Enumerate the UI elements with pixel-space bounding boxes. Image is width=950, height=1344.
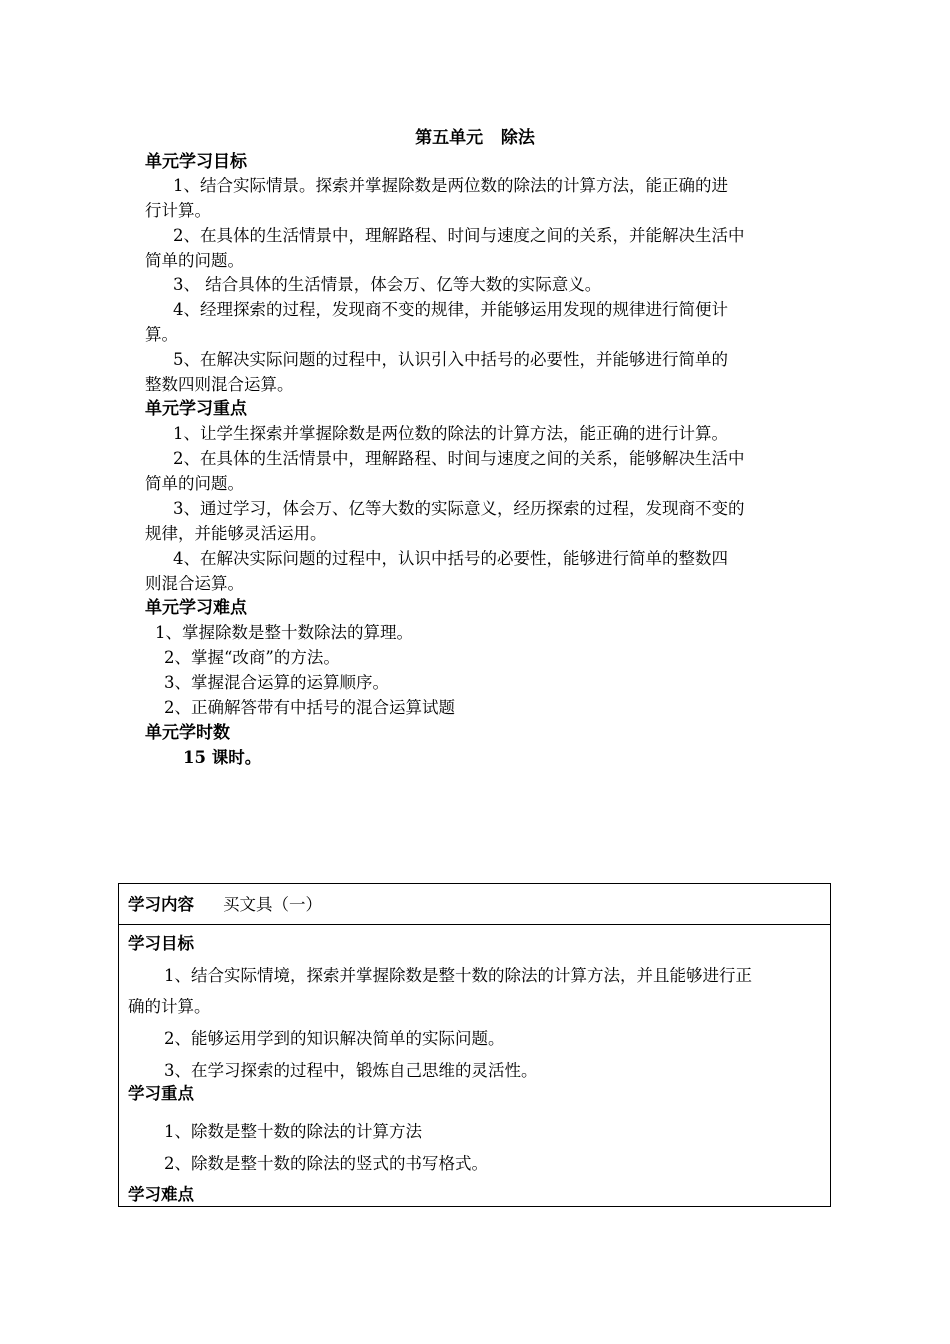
unit-key-points-heading: 单元学习重点 xyxy=(145,399,247,419)
unit-key-point-line: 简单的问题。 xyxy=(145,474,244,493)
unit-goal-line: 4、经理探索的过程，发现商不变的规律，并能够运用发现的规律进行简便计 xyxy=(173,300,728,319)
unit-hours-value: 15 课时。 xyxy=(183,748,262,767)
unit-goal-line: 算。 xyxy=(145,325,178,344)
lesson-key-line: 1、除数是整十数的除法的计算方法 xyxy=(164,1122,422,1141)
unit-difficulty-line: 3、掌握混合运算的运算顺序。 xyxy=(164,673,389,692)
lesson-goal-line: 1、结合实际情境，探索并掌握除数是整十数的除法的计算方法，并且能够进行正 xyxy=(164,966,752,985)
unit-difficulty-line: 2、掌握“改商”的方法。 xyxy=(164,648,340,667)
unit-goals-heading: 单元学习目标 xyxy=(145,152,247,172)
unit-goal-line: 3、 结合具体的生活情景，体会万、亿等大数的实际意义。 xyxy=(173,275,602,294)
lesson-goal-line: 确的计算。 xyxy=(128,997,211,1016)
lesson-difficulty-heading: 学习难点 xyxy=(128,1185,194,1204)
unit-goal-line: 简单的问题。 xyxy=(145,251,244,270)
lesson-goal-line: 3、在学习探索的过程中，锻炼自己思维的灵活性。 xyxy=(164,1061,538,1080)
page-title: 第五单元 除法 xyxy=(415,128,535,148)
unit-difficulties-heading: 单元学习难点 xyxy=(145,598,247,618)
unit-goal-line: 行计算。 xyxy=(145,201,211,220)
unit-key-point-line: 则混合运算。 xyxy=(145,574,244,593)
unit-key-point-line: 4、在解决实际问题的过程中，认识中括号的必要性，能够进行简单的整数四 xyxy=(173,549,728,568)
lesson-goals-heading: 学习目标 xyxy=(128,934,194,953)
lesson-content-label: 学习内容 xyxy=(128,895,194,914)
unit-difficulty-line: 1、掌握除数是整十数除法的算理。 xyxy=(155,623,413,642)
unit-goal-line: 2、在具体的生活情景中，理解路程、时间与速度之间的关系，并能解决生活中 xyxy=(173,226,745,245)
unit-goal-line: 整数四则混合运算。 xyxy=(145,375,294,394)
unit-key-point-line: 2、在具体的生活情景中，理解路程、时间与速度之间的关系，能够解决生活中 xyxy=(173,449,745,468)
lesson-goal-line: 2、能够运用学到的知识解决简单的实际问题。 xyxy=(164,1029,505,1048)
unit-goal-line: 5、在解决实际问题的过程中，认识引入中括号的必要性，并能够进行简单的 xyxy=(173,350,728,369)
lesson-content-value: 买文具（一） xyxy=(223,895,322,914)
unit-difficulty-line: 2、正确解答带有中括号的混合运算试题 xyxy=(164,698,455,717)
unit-key-point-line: 3、通过学习，体会万、亿等大数的实际意义，经历探索的过程，发现商不变的 xyxy=(173,499,745,518)
table-row-divider xyxy=(119,924,830,925)
unit-key-point-line: 规律，并能够灵活运用。 xyxy=(145,524,327,543)
unit-key-point-line: 1、让学生探索并掌握除数是两位数的除法的计算方法，能正确的进行计算。 xyxy=(173,424,728,443)
lesson-key-heading: 学习重点 xyxy=(128,1084,194,1103)
unit-goal-line: 1、结合实际情景。探索并掌握除数是两位数的除法的计算方法，能正确的进 xyxy=(173,176,728,195)
lesson-key-line: 2、除数是整十数的除法的竖式的书写格式。 xyxy=(164,1154,488,1173)
unit-hours-heading: 单元学时数 xyxy=(145,723,230,743)
lesson-table xyxy=(118,883,831,1207)
